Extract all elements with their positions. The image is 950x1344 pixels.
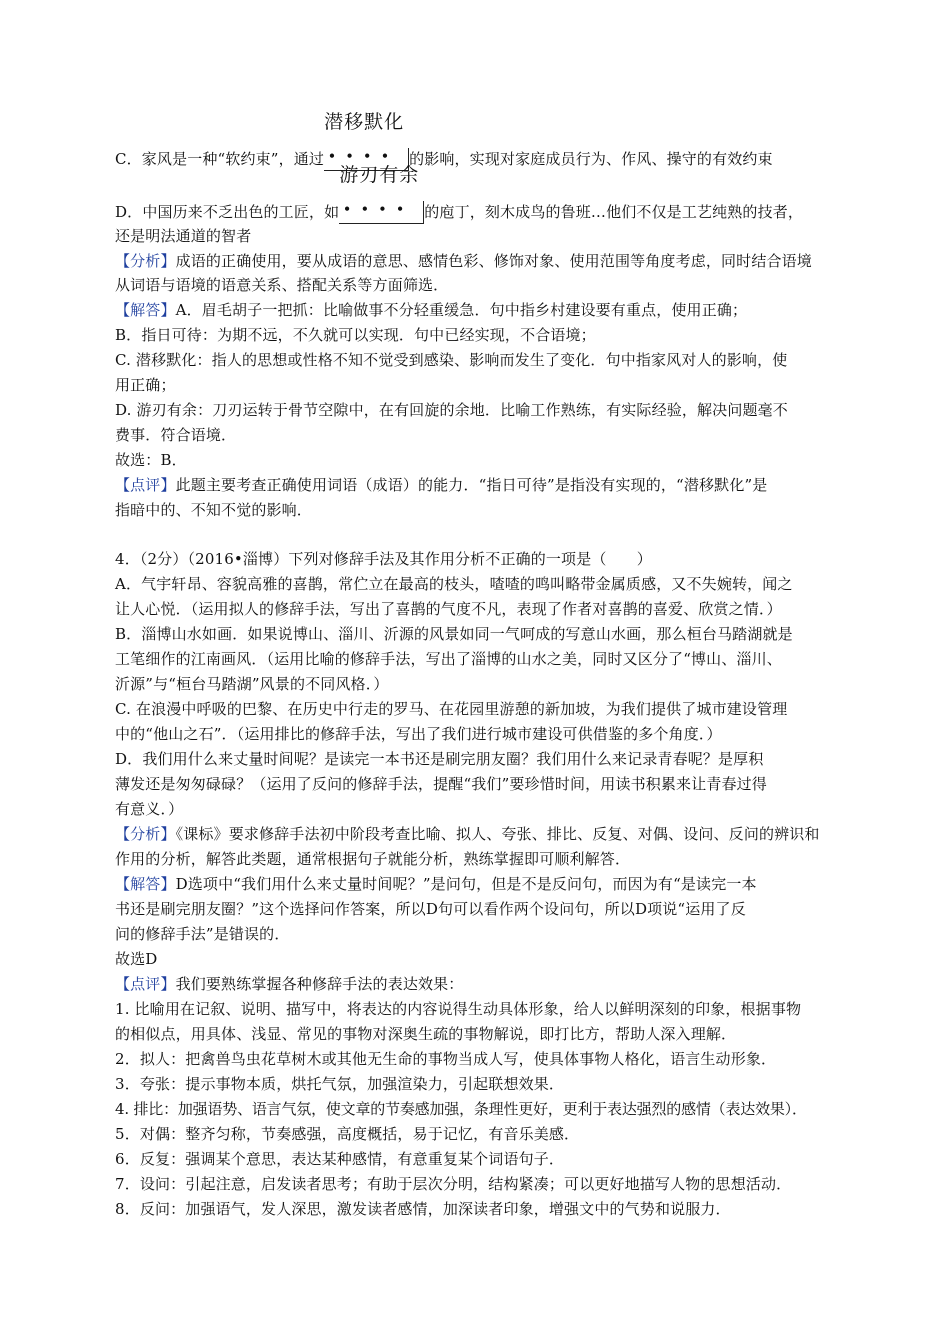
answer-line3: C. 潜移默化：指人的思想或性格不知不觉受到感染、影响而发生了变化．句中指家风对人的影响，使: [115, 351, 788, 369]
answer-line2: B．指日可待：为期不远，不久就可以实现．句中已经实现，不合语境；: [115, 326, 596, 344]
q4-answer-line2: 书还是刷完朋友圈？”这个选择问作答案，所以D句可以看作两个设问句，所以D项说“运用了反: [115, 900, 746, 918]
option-d-line1: D．我们用什么来丈量时间呢？是读完一本书还是刷完朋友圈？我们用什么来记录青春呢？是厚积: [115, 750, 764, 768]
option-d-line2: 还是明法通道的智者: [115, 227, 252, 245]
comment-item: 1. 比喻用在记叙、说明、描写中，将表达的内容说得生动具体形象，给人以鲜明深刻的印象，根据事物: [115, 1000, 802, 1018]
idiom-box-d: [339, 164, 424, 224]
option-b-line1: B．淄博山水如画．如果说博山、淄川、沂源的风景如同一气呵成的写意山水画，那么桓台马踏湖就是: [115, 625, 793, 643]
option-d-line: D．中国历来不乏出色的工匠，如 游刃有余 •••• 的庖丁，刻木成鸟的鲁班…他们不仅是工艺纯熟的技者，: [115, 200, 845, 224]
answer-tag: 【解答】: [115, 301, 176, 319]
comment-line: 【点评】此题主要考查正确使用词语（成语）的能力．“指日可待”是指没有实现的，“潜移默化”是: [115, 476, 768, 494]
analysis-line2: 从词语与语境的语意关系、搭配关系等方面筛选．: [115, 276, 449, 294]
comment-line2: 指暗中的、不知不觉的影响．: [115, 501, 312, 519]
option-c-line: C．家风是一种“软约束”，通过 潜移默化 •••• 的影响，实现对家庭成员行为、作风、操守的有效约束: [115, 147, 845, 171]
answer-tag: 【解答】: [115, 875, 176, 893]
comment-item: 3．夸张：提示事物本质，烘托气氛，加强渲染力，引起联想效果．: [115, 1075, 565, 1093]
analysis-tag: 【分析】: [115, 252, 176, 270]
comment-tag: 【点评】: [115, 476, 176, 494]
answer-line4: 用正确；: [115, 376, 176, 394]
option-a-line2: 让人心悦．（运用拟人的修辞手法，写出了喜鹊的气度不凡，表现了作者对喜鹊的喜爱、欣赏之情．）: [115, 600, 782, 618]
q4-answer-line4: 故选D: [115, 950, 158, 968]
comment-item: 5．对偶：整齐匀称，节奏感强，高度概括，易于记忆，有音乐美感．: [115, 1125, 580, 1143]
option-c-line1: C. 在浪漫中呼吸的巴黎、在历史中行走的罗马、在花园里游憩的新加坡，为我们提供了城市建设管理: [115, 700, 788, 718]
analysis-line: 【分析】成语的正确使用，要从成语的意思、感情色彩、修饰对象、使用范围等角度考虑，同时结合语境: [115, 252, 812, 270]
emphasis-dots: ••••: [343, 202, 414, 216]
idiom-d: 游刃有余: [339, 164, 420, 186]
answer-line: 【解答】A．眉毛胡子一把抓：比喻做事不分轻重缓急．句中指乡村建设要有重点，使用正确；: [115, 301, 748, 319]
comment-item: 6．反复：强调某个意思，表达某种感情，有意重复某个词语句子．: [115, 1150, 565, 1168]
answer-line5: D. 游刃有余：刀刃运转于骨节空隙中，在有回旋的余地．比喻工作熟练，有实际经验，解决问题毫不: [115, 401, 788, 419]
option-b-line2: 工笔细作的江南画风．（运用比喻的修辞手法，写出了淄博的山水之美，同时又区分了“博山、淄川、: [115, 650, 782, 668]
comment-item: 的相似点，用具体、浅显、常见的事物对深奥生疏的事物解说，即打比方，帮助人深入理解．: [115, 1025, 737, 1043]
option-b-line3: 沂源”与“桓台马踏湖”风景的不同风格．）: [115, 675, 389, 693]
answer-line7: 故选：B．: [115, 451, 187, 469]
option-a-line1: A．气宇轩昂、容貌高雅的喜鹊，常伫立在最高的枝头，喳喳的鸣叫略带金属质感，又不失婉转，闻之: [115, 575, 793, 593]
q4-comment-line: 【点评】我们要熟练掌握各种修辞手法的表达效果：: [115, 975, 464, 993]
q4-analysis-line2: 作用的分析，解答此类题，通常根据句子就能分析，熟练掌握即可顺利解答．: [115, 850, 631, 868]
option-c-line2: 中的“他山之石”．（运用排比的修辞手法，写出了我们进行城市建设可供借鉴的多个角度．）: [115, 725, 722, 743]
option-d-line2: 薄发还是匆匆碌碌？（运用了反问的修辞手法，提醒“我们”要珍惜时间，用读书积累来让青春过得: [115, 775, 767, 793]
q4-answer-line: 【解答】D选项中“我们用什么来丈量时间呢？”是问句，但是不是反问句，而因为有“是读完一本: [115, 875, 757, 893]
question-header: 4．（2分）（2016•淄博）下列对修辞手法及其作用分析不正确的一项是（ ）: [115, 550, 652, 568]
answer-line6: 费事．符合语境．: [115, 426, 237, 444]
option-d-line3: 有意义．）: [115, 800, 184, 818]
comment-item: 4. 排比：加强语势、语言气氛，使文章的节奏感加强，条理性更好，更利于表达强烈的感情（表达效果）．: [115, 1100, 807, 1118]
comment-item: 8．反问：加强语气，发人深思，激发读者感情，加深读者印象，增强文中的气势和说服力．: [115, 1200, 731, 1218]
analysis-tag: 【分析】: [115, 825, 176, 843]
emphasis-dots: ••••: [328, 149, 399, 163]
comment-tag: 【点评】: [115, 975, 176, 993]
q4-answer-line3: 问的修辞手法”是错误的．: [115, 925, 290, 943]
comment-item: 2．拟人：把禽兽鸟虫花草树木或其他无生命的事物当成人写，使具体事物人格化，语言生动形象．: [115, 1050, 777, 1068]
comment-item: 7．设问：引起注意，启发读者思考；有助于层次分明，结构紧凑；可以更好地描写人物的思想活动．: [115, 1175, 792, 1193]
q4-analysis-line: 【分析】《课标》要求修辞手法初中阶段考查比喻、拟人、夸张、排比、反复、对偶、设问、反问的辨识和: [115, 825, 820, 843]
idiom-c: 潜移默化: [324, 111, 405, 133]
